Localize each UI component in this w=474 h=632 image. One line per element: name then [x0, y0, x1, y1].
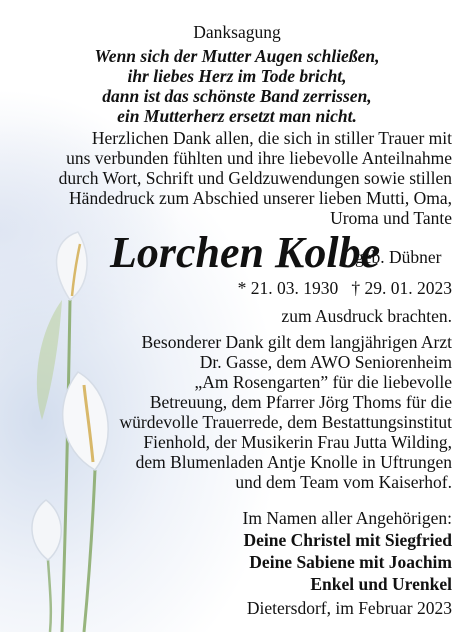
poem-line: dann ist das schönste Band zerrissen,	[102, 86, 372, 106]
stem-line	[84, 470, 95, 632]
special-thanks-line: „Am Rosengarten” für die liebevolle	[194, 372, 452, 392]
special-thanks-line: Dr. Gasse, dem AWO Seniorenheim	[199, 352, 452, 372]
thanks-line: durch Wort, Schrift und Geldzuwendungen sowie stillen	[58, 168, 452, 188]
stem-line	[48, 560, 51, 632]
poem-line: Wenn sich der Mutter Augen schließen,	[94, 46, 380, 66]
poem-line: ihr liebes Herz im Tode bricht,	[127, 66, 347, 86]
special-thanks-line: dem Blumenladen Antje Knolle in Uftrungen	[135, 452, 452, 472]
thanks-line: Uroma und Tante	[330, 208, 452, 228]
notice-title: Danksagung	[193, 22, 281, 42]
place-date: Dietersdorf, im Februar 2023	[246, 598, 452, 618]
signoff-line: Im Namen aller Angehörigen:	[242, 508, 452, 528]
lily-blossom	[32, 500, 61, 560]
special-thanks-line: Fienhold, der Musikerin Frau Jutta Wilding,	[143, 432, 452, 452]
thanks-line: uns verbunden fühlten und ihre liebevolle Anteilnahme	[66, 148, 452, 168]
special-thanks-line: und dem Team vom Kaiserhof.	[235, 472, 452, 492]
special-thanks-line: Besonderer Dank gilt dem langjährigen Arzt	[141, 332, 452, 352]
thanks-line: Herzlichen Dank allen, die sich in stiller Trauer mit	[91, 128, 452, 148]
special-thanks-line: Betreuung, dem Pfarrer Jörg Thoms für die	[149, 392, 452, 412]
thanks-line: Händedruck zum Abschied unserer lieben Mutti, Oma,	[69, 188, 452, 208]
poem-line: ein Mutterherz ersetzt man nicht.	[117, 106, 357, 126]
special-thanks-line: würdevolle Trauerrede, dem Bestattungsinstitut	[119, 412, 452, 432]
leaf-shape	[37, 300, 62, 420]
deceased-name: Lorchen Kolbe	[110, 228, 381, 277]
family-line: Enkel und Urenkel	[310, 574, 452, 594]
stem-line	[62, 300, 70, 632]
family-line: Deine Christel mit Siegfried	[243, 530, 452, 550]
life-dates: * 21. 03. 1930 † 29. 01. 2023	[237, 278, 452, 298]
family-line: Deine Sabiene mit Joachim	[249, 552, 452, 572]
birth-name: geb. Dübner	[355, 247, 442, 267]
expressed-line: zum Ausdruck brachten.	[281, 306, 452, 326]
